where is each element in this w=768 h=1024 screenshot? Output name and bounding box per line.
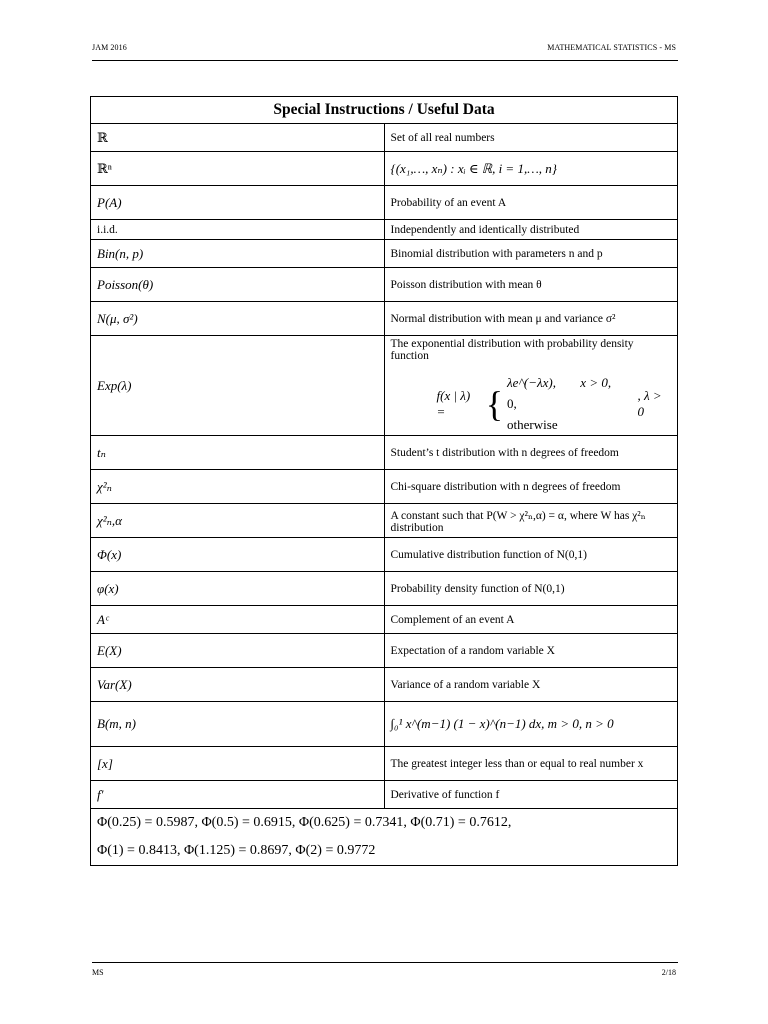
pdf-lhs: f(x | λ) =	[436, 387, 471, 419]
case2-value: 0,	[507, 396, 517, 411]
symbol-cell: f′	[91, 781, 385, 809]
symbol-cell: tₙ	[91, 436, 385, 470]
pdf-cases	[507, 372, 629, 435]
phi-values-row	[91, 809, 678, 866]
symbol-cell: P(A)	[91, 186, 385, 220]
symbol-cell: Φ(x)	[91, 538, 385, 572]
description-cell: Binomial distribution with parameters n and p	[384, 240, 678, 268]
description-cell: Probability of an event A	[384, 186, 678, 220]
header-divider	[92, 60, 678, 61]
symbol-cell: E(X)	[91, 634, 385, 668]
table-row	[91, 702, 678, 747]
description-cell: The greatest integer less than or equal to real number x	[384, 747, 678, 781]
description-cell: Normal distribution with mean μ and variance σ²	[384, 302, 678, 336]
table-row	[91, 504, 678, 538]
description-cell: Poisson distribution with mean θ	[384, 268, 678, 302]
phi-values-line-2: Φ(1) = 0.8413, Φ(1.125) = 0.8697, Φ(2) = 0.9772	[97, 843, 376, 858]
symbol-cell: Exp(λ)	[91, 336, 385, 436]
symbol-cell: [x]	[91, 747, 385, 781]
description-cell	[384, 336, 678, 436]
description-cell: Independently and identically distributed	[384, 220, 678, 240]
left-brace-icon: {	[485, 383, 504, 424]
description-cell: Expectation of a random variable X	[384, 634, 678, 668]
description-cell: {(x₁,…, xₙ) : xᵢ ∈ ℝ, i = 1,…, n}	[384, 152, 678, 186]
symbol-cell: i.i.d.	[91, 220, 385, 240]
footer-paper-code: MS	[92, 968, 104, 977]
case2-condition: otherwise	[507, 417, 558, 432]
description-cell: Derivative of function f	[384, 781, 678, 809]
useful-data-table	[90, 96, 678, 866]
exp-description: The exponential distribution with probability density function	[390, 338, 634, 362]
header-paper-label: MATHEMATICAL STATISTICS - MS	[547, 43, 676, 52]
table-row	[91, 470, 678, 504]
description-cell: Probability density function of N(0,1)	[384, 572, 678, 606]
table-row	[91, 186, 678, 220]
description-cell: ∫₀¹ x^(m−1) (1 − x)^(n−1) dx, m > 0, n > 0	[384, 702, 678, 747]
description-cell: Complement of an event A	[384, 606, 678, 634]
table-row	[91, 538, 678, 572]
symbol-cell: ℝ	[91, 124, 385, 152]
symbol-cell: φ(x)	[91, 572, 385, 606]
table-row	[91, 572, 678, 606]
symbol-cell: N(μ, σ²)	[91, 302, 385, 336]
symbol-cell: Bin(n, p)	[91, 240, 385, 268]
table-row	[91, 781, 678, 809]
table-row	[91, 606, 678, 634]
symbol-cell: χ²ₙ	[91, 470, 385, 504]
pdf-parameter: , λ > 0	[637, 387, 662, 419]
table-row	[91, 436, 678, 470]
symbol-cell: B(m, n)	[91, 702, 385, 747]
case1-value: λe^(−λx),	[507, 375, 557, 390]
table-row	[91, 240, 678, 268]
description-cell: Set of all real numbers	[384, 124, 678, 152]
symbol-cell: Aᶜ	[91, 606, 385, 634]
table-row	[91, 634, 678, 668]
symbol-cell: χ²ₙ,α	[91, 504, 385, 538]
description-cell: Variance of a random variable X	[384, 668, 678, 702]
exp-pdf-formula	[391, 372, 672, 435]
table-title: Special Instructions / Useful Data	[91, 97, 678, 124]
footer-page-number: 2/18	[661, 968, 676, 977]
header-exam-label: JAM 2016	[92, 43, 127, 52]
table-row	[91, 268, 678, 302]
case1-condition: x > 0,	[580, 375, 612, 390]
table-row	[91, 747, 678, 781]
symbol-cell: Poisson(θ)	[91, 268, 385, 302]
table-row	[91, 336, 678, 436]
table-row	[91, 220, 678, 240]
description-cell: Student’s t distribution with n degrees of freedom	[384, 436, 678, 470]
table-row	[91, 124, 678, 152]
footer-divider	[92, 962, 678, 963]
phi-values-cell	[91, 809, 678, 866]
symbol-cell: ℝⁿ	[91, 152, 385, 186]
table-row	[91, 302, 678, 336]
description-cell: Chi-square distribution with n degrees of freedom	[384, 470, 678, 504]
description-cell: A constant such that P(W > χ²ₙ,α) = α, where W has χ²ₙ distribution	[384, 504, 678, 538]
description-cell: Cumulative distribution function of N(0,1)	[384, 538, 678, 572]
phi-values-line-1: Φ(0.25) = 0.5987, Φ(0.5) = 0.6915, Φ(0.625) = 0.7341, Φ(0.71) = 0.7612,	[97, 815, 512, 830]
table-row	[91, 152, 678, 186]
symbol-cell: Var(X)	[91, 668, 385, 702]
table-row	[91, 668, 678, 702]
